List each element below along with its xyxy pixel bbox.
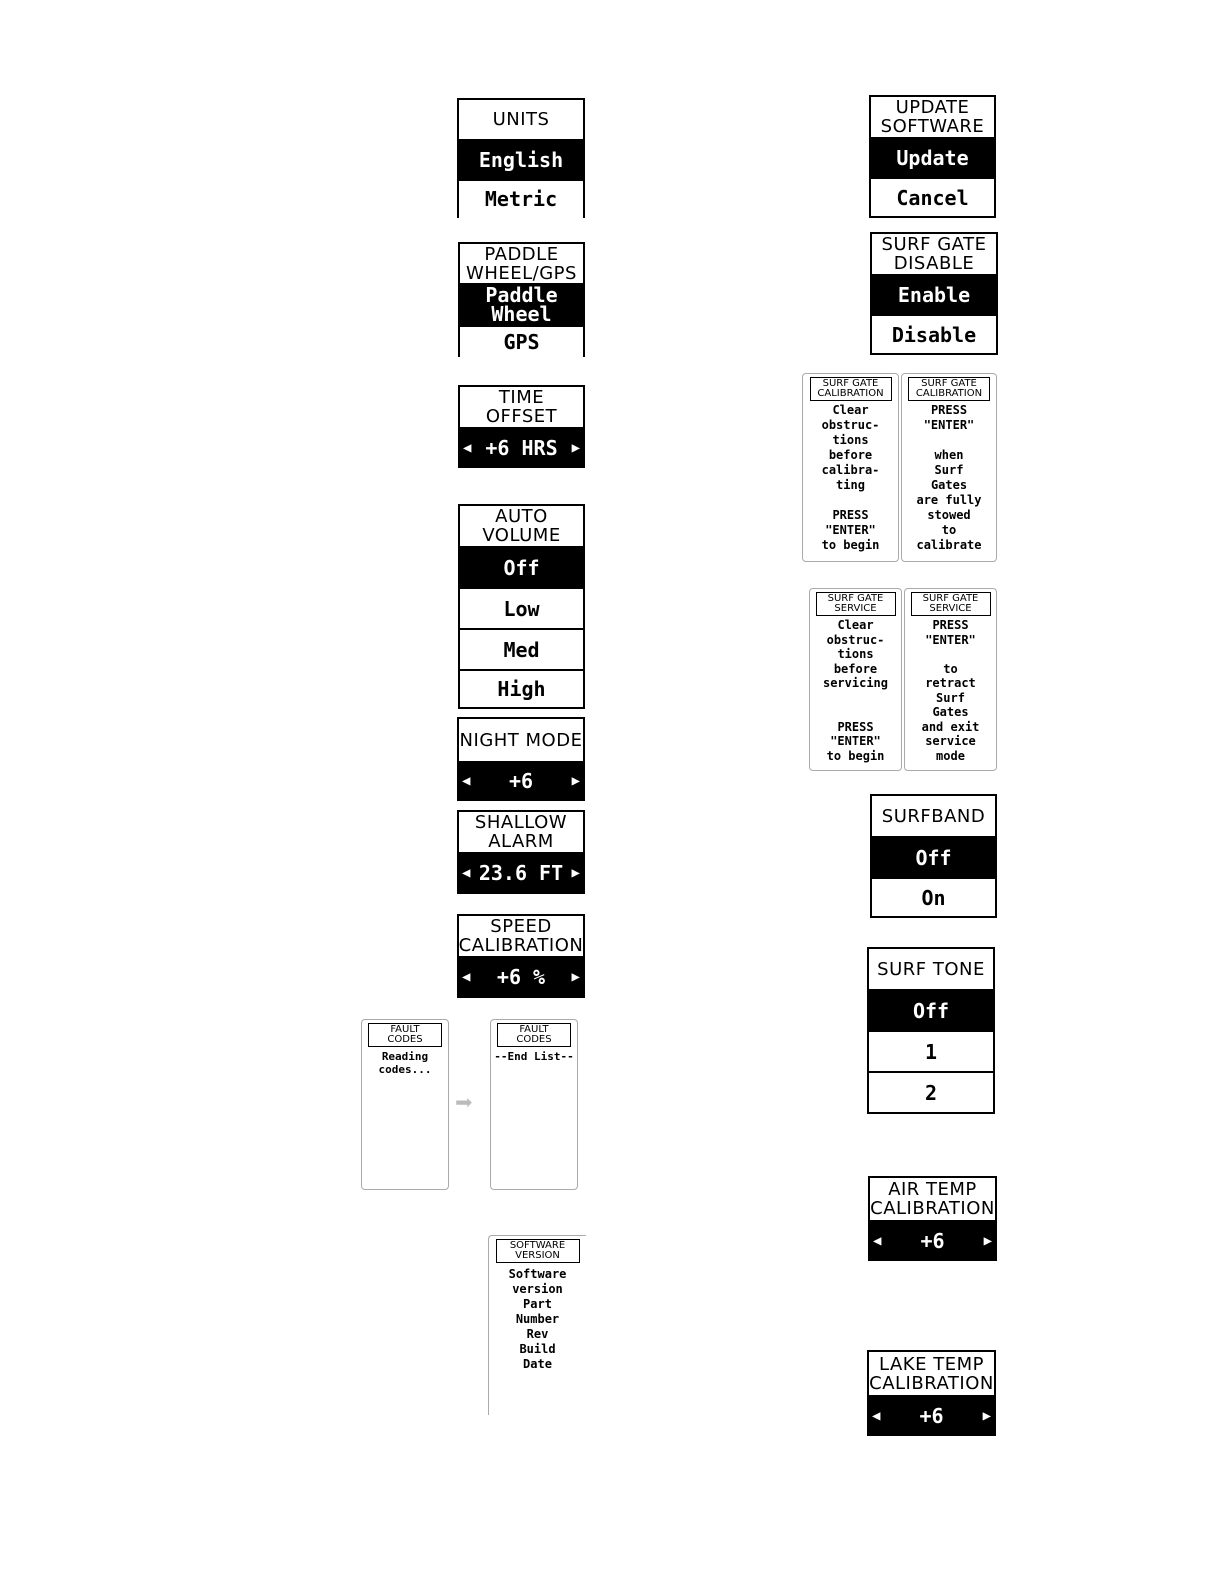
lake-temp-value-row[interactable] (869, 1397, 994, 1434)
shallow-alarm-screen (457, 810, 585, 894)
air-temp-value: +6 (920, 1228, 945, 1253)
software-version-screen (488, 1235, 586, 1415)
air-temp-calibration-screen (868, 1176, 997, 1261)
shallow-alarm-value: 23.6 FT (478, 861, 564, 885)
auto-volume-title-line1: AUTO (495, 506, 548, 527)
fault-header-line1: FAULT (390, 1024, 420, 1035)
update-software-title (871, 97, 994, 139)
speed-calibration-value: +6 % (496, 965, 546, 989)
surf-gate-calibration-text-1: Clear obstruc- tions before calibra- ting PRESS "ENTER" to begin (821, 403, 880, 552)
auto-volume-title-line2: VOLUME (482, 525, 561, 546)
surf-tone-option-off[interactable]: Off (869, 991, 993, 1032)
night-mode-title: NIGHT MODE (459, 719, 583, 763)
speed-calibration-screen (457, 914, 585, 998)
fault-header-line2: CODES (387, 1034, 423, 1045)
surfband-screen (870, 794, 997, 918)
time-offset-screen (458, 385, 585, 468)
air-temp-title-line2: CALIBRATION (870, 1198, 995, 1219)
time-offset-title-line2: OFFSET (485, 406, 558, 427)
surf-gate-service-text-2: PRESS "ENTER" to retract Surf Gates and exit service mode (921, 618, 980, 763)
surfband-option-on[interactable]: On (921, 885, 946, 910)
speed-calibration-title (459, 916, 583, 958)
surf-gate-service-header (911, 592, 991, 616)
surf-tone-title: SURF TONE (869, 949, 993, 991)
arrow-right-icon[interactable]: ▶ (571, 969, 580, 985)
air-temp-value-row[interactable] (870, 1222, 995, 1259)
auto-volume-option-low[interactable]: Low (460, 589, 583, 630)
paddle-option-line2: Wheel (491, 301, 552, 326)
lake-temp-calibration-title (869, 1352, 994, 1397)
sgd-title-line2: DISABLE (893, 253, 975, 274)
surf-gate-calibration-screen-1 (802, 373, 899, 562)
time-offset-title (460, 387, 583, 429)
fault-codes-end-screen (490, 1019, 578, 1190)
surf-gate-option-disable[interactable]: Disable (891, 322, 977, 347)
arrow-left-icon[interactable]: ◀ (462, 865, 471, 881)
fault-codes-end-text: --End List-- (494, 1050, 574, 1063)
software-header-line2: VERSION (515, 1250, 560, 1261)
surfband-option-off[interactable]: Off (872, 838, 995, 879)
lake-temp-calibration-screen (867, 1350, 996, 1436)
surf-gate-calibration-header (908, 377, 990, 401)
update-title-line2: SOFTWARE (880, 116, 985, 137)
surf-gate-disable-title (872, 234, 996, 276)
surf-gate-calibration-screen-2 (901, 373, 997, 562)
fault-codes-header (368, 1023, 442, 1047)
arrow-right-icon[interactable]: ▶ (571, 439, 580, 456)
shallow-alarm-title-line1: SHALLOW (474, 812, 568, 833)
cal2-header-line1: SURF GATE (921, 378, 977, 389)
night-mode-value: +6 (508, 769, 534, 793)
speed-cal-title-line2: CALIBRATION (458, 935, 584, 956)
fault-header-line2: CODES (516, 1034, 552, 1045)
time-offset-title-line1: TIME (498, 387, 545, 408)
surf-gate-calibration-header (810, 377, 892, 401)
air-temp-title-line1: AIR TEMP (888, 1179, 977, 1200)
surf-gate-calibration-text-2: PRESS "ENTER" when Surf Gates are fully stowed to calibrate (916, 403, 982, 552)
surf-gate-service-header (816, 592, 896, 616)
surf-gate-service-text-1: Clear obstruc- tions before servicing PRESS "ENTER" to begin (822, 618, 889, 763)
paddle-title-line2: WHEEL/GPS (466, 262, 577, 284)
arrow-left-icon[interactable]: ◀ (463, 439, 472, 456)
shallow-alarm-title (459, 812, 583, 854)
surf-tone-option-2[interactable]: 2 (924, 1080, 938, 1105)
svc2-header-line1: SURF GATE (922, 593, 979, 604)
svc2-header-line2: SERVICE (929, 603, 972, 614)
fault-header-line1: FAULT (519, 1024, 549, 1035)
paddle-title-line1: PADDLE (484, 243, 559, 265)
auto-volume-option-off[interactable]: Off (460, 548, 583, 589)
paddle-wheel-gps-title (460, 244, 583, 285)
surf-gate-option-enable[interactable]: Enable (872, 276, 996, 316)
update-title-line1: UPDATE (895, 97, 970, 118)
software-header-line1: SOFTWARE (509, 1240, 566, 1251)
lake-temp-value: +6 (919, 1403, 944, 1428)
shallow-alarm-title-line2: ALARM (488, 831, 554, 852)
arrow-right-icon[interactable]: ▶ (982, 1407, 991, 1424)
arrow-left-icon[interactable]: ◀ (873, 1232, 882, 1249)
software-version-header (496, 1239, 580, 1263)
fault-codes-reading-text: Reading codes... (378, 1050, 432, 1076)
paddle-option-line1: Paddle (485, 282, 558, 307)
time-offset-value-row[interactable] (460, 429, 583, 466)
time-offset-value: +6 HRS (485, 435, 558, 460)
surf-gate-disable-screen (870, 232, 998, 355)
auto-volume-option-high[interactable]: High (497, 677, 546, 701)
paddle-option-paddle-wheel[interactable] (460, 282, 583, 326)
cal1-header-line1: SURF GATE (822, 378, 879, 389)
auto-volume-title (460, 506, 583, 548)
lake-temp-title-line2: CALIBRATION (869, 1372, 994, 1394)
units-option-english[interactable]: English (459, 141, 583, 180)
paddle-option-gps[interactable]: GPS (503, 329, 540, 354)
surfband-title: SURFBAND (872, 796, 995, 838)
update-option-update[interactable]: Update (871, 139, 994, 179)
auto-volume-option-med[interactable]: Med (460, 630, 583, 671)
svc1-header-line2: SERVICE (834, 603, 877, 614)
surf-gate-service-screen-1 (809, 588, 902, 771)
arrow-left-icon[interactable]: ◀ (462, 969, 471, 985)
sgd-title-line1: SURF GATE (881, 234, 987, 255)
software-version-text: Software version Part Number Rev Build Date (508, 1267, 567, 1371)
speed-cal-title-line1: SPEED (490, 916, 552, 937)
arrow-right-icon[interactable]: ▶ (983, 1232, 992, 1249)
cal1-header-line2: CALIBRATION (817, 388, 884, 399)
night-mode-screen (457, 717, 585, 801)
arrow-right-icon: ➡ (455, 1086, 474, 1121)
surf-tone-option-1[interactable]: 1 (869, 1032, 993, 1073)
lake-temp-title-line1: LAKE TEMP (879, 1353, 984, 1375)
update-software-screen (869, 95, 996, 218)
surf-gate-service-screen-2 (904, 588, 997, 771)
night-mode-value-row[interactable] (459, 763, 583, 799)
auto-volume-screen (458, 504, 585, 709)
fault-codes-reading-screen (361, 1019, 449, 1190)
units-title: UNITS (459, 100, 583, 141)
svc1-header-line1: SURF GATE (827, 593, 884, 604)
units-screen (457, 98, 585, 218)
arrow-left-icon[interactable]: ◀ (872, 1407, 881, 1424)
surf-tone-screen (867, 947, 995, 1114)
fault-codes-header (497, 1023, 571, 1047)
units-option-metric[interactable]: Metric (484, 187, 558, 212)
update-option-cancel[interactable]: Cancel (896, 185, 969, 210)
paddle-wheel-gps-screen (458, 242, 585, 357)
cal2-header-line2: CALIBRATION (915, 388, 983, 399)
shallow-alarm-value-row[interactable] (459, 854, 583, 892)
arrow-left-icon[interactable]: ◀ (462, 773, 471, 789)
arrow-right-icon[interactable]: ▶ (571, 773, 580, 789)
air-temp-calibration-title (870, 1178, 995, 1222)
speed-calibration-value-row[interactable] (459, 958, 583, 996)
arrow-right-icon[interactable]: ▶ (571, 865, 580, 881)
